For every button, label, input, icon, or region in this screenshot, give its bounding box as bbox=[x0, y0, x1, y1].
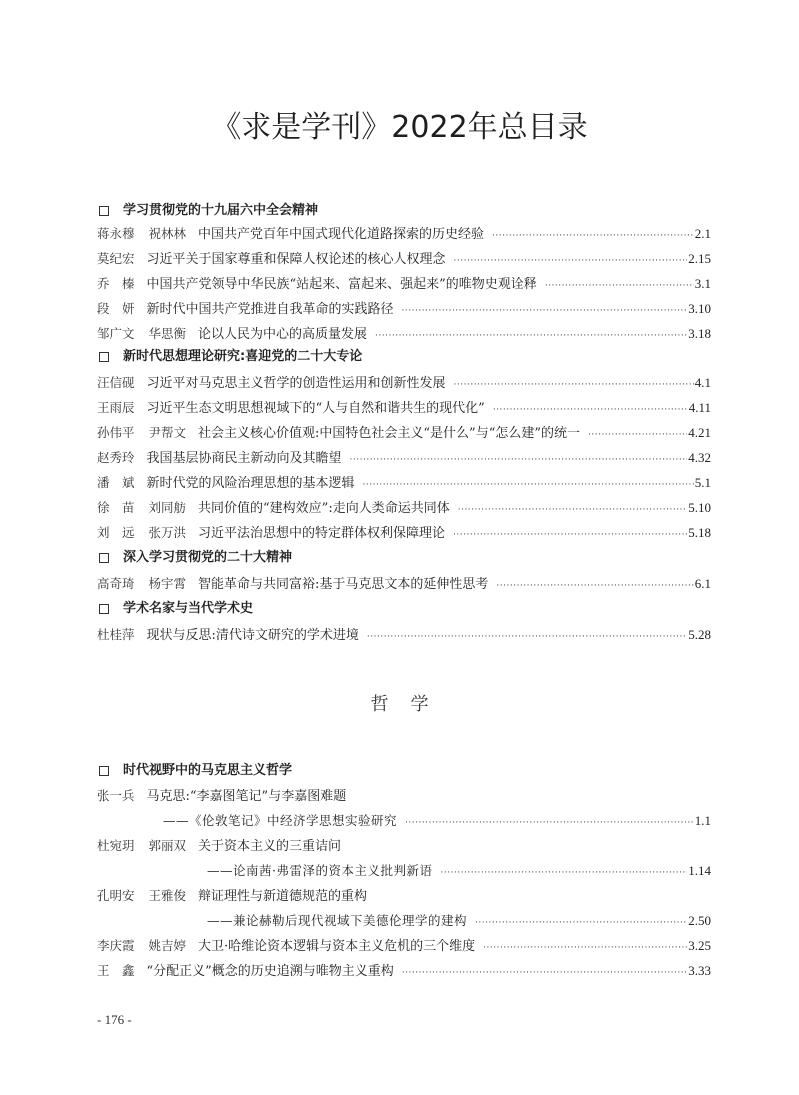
author: 张万洪 bbox=[148, 525, 187, 540]
dot-leader bbox=[545, 276, 694, 296]
article-title: 共同价值的“建构效应”:走向人类命运共同体 bbox=[198, 501, 450, 516]
author: 王雅俊 bbox=[148, 888, 187, 903]
dot-leader bbox=[350, 450, 688, 470]
author: 刘同舫 bbox=[148, 500, 187, 515]
author: 段 妍 bbox=[97, 301, 135, 316]
dot-leader bbox=[492, 226, 694, 246]
page-title: 《求是学刊》2022年总目录 bbox=[211, 110, 588, 145]
author: 杨宇霄 bbox=[148, 576, 187, 591]
article-title: 现状与反思:清代诗文研究的学术进境 bbox=[146, 628, 359, 643]
checkbox-square-icon bbox=[99, 206, 109, 216]
toc-entry bbox=[97, 473, 711, 493]
section-heading-text: 时代视野中的马克思主义哲学 bbox=[123, 763, 293, 778]
toc-entry bbox=[97, 274, 711, 294]
article-title: 习近平法治思想中的特定群体权利保障理论 bbox=[198, 526, 446, 541]
dot-leader bbox=[453, 525, 687, 545]
author: 尹帮文 bbox=[148, 425, 187, 440]
author: 汪信砚 bbox=[97, 375, 135, 390]
dot-leader bbox=[475, 913, 687, 933]
checkbox-square-icon bbox=[99, 553, 109, 563]
checkbox-square-icon bbox=[99, 352, 109, 362]
article-subtitle: ——论南茜·弗雷泽的资本主义批判新语 bbox=[207, 863, 433, 878]
author: 华思衡 bbox=[148, 326, 187, 341]
dot-leader bbox=[367, 627, 687, 647]
issue-page: 1.1 bbox=[694, 813, 711, 828]
author: 刘 远 bbox=[97, 525, 135, 540]
toc-entry bbox=[97, 886, 711, 906]
author: 李庆霞 bbox=[97, 938, 135, 953]
toc-entry bbox=[97, 574, 711, 594]
issue-page: 3.10 bbox=[688, 301, 711, 316]
author: 孙伟平 bbox=[97, 425, 135, 440]
toc-entry bbox=[97, 448, 711, 468]
toc-entry-subtitle bbox=[97, 811, 711, 831]
article-title: 中国共产党百年中国式现代化道路探索的历史经验 bbox=[198, 227, 485, 242]
dot-leader bbox=[440, 863, 687, 883]
article-title: 新时代中国共产党推进自我革命的实践路径 bbox=[146, 302, 394, 317]
dot-leader bbox=[454, 251, 688, 271]
author: 徐 苗 bbox=[97, 500, 135, 515]
author: 杜宛玥 bbox=[97, 838, 135, 853]
toc-entry bbox=[97, 249, 711, 269]
section-heading bbox=[97, 201, 711, 221]
issue-page: 4.11 bbox=[688, 400, 711, 415]
toc-entry bbox=[97, 324, 711, 344]
section-heading bbox=[97, 599, 711, 619]
dot-leader bbox=[458, 500, 688, 520]
checkbox-square-icon bbox=[99, 766, 109, 776]
issue-page: 5.28 bbox=[688, 627, 711, 642]
issue-page: 3.18 bbox=[688, 326, 711, 341]
toc-entry-subtitle bbox=[97, 911, 711, 931]
section-heading-text: 学术名家与当代学术史 bbox=[123, 601, 254, 616]
author: 姚吉婷 bbox=[148, 938, 187, 953]
article-title: 辩证理性与新道德规范的重构 bbox=[198, 889, 368, 904]
article-title: 习近平关于国家尊重和保障人权论述的核心人权理念 bbox=[146, 252, 446, 267]
issue-page: 3.25 bbox=[688, 938, 711, 953]
article-title: 社会主义核心价值观:中国特色社会主义“是什么”与“怎么建”的统一 bbox=[198, 426, 580, 441]
author: 郭丽双 bbox=[148, 838, 187, 853]
author: 潘 斌 bbox=[97, 475, 135, 490]
category-heading: 哲学 bbox=[370, 694, 451, 715]
dot-leader bbox=[493, 400, 688, 420]
dot-leader bbox=[363, 475, 694, 495]
article-title: 关于资本主义的三重诘问 bbox=[198, 839, 342, 854]
checkbox-square-icon bbox=[99, 604, 109, 614]
dot-leader bbox=[402, 963, 687, 983]
issue-page: 4.32 bbox=[688, 450, 711, 465]
dot-leader bbox=[496, 576, 693, 596]
article-title: 马克思:“李嘉图笔记”与李嘉图难题 bbox=[146, 789, 347, 804]
article-title: 习近平对马克思主义哲学的创造性运用和创新性发展 bbox=[146, 376, 446, 391]
author: 孔明安 bbox=[97, 888, 135, 903]
article-title: 大卫·哈维论资本逻辑与资本主义危机的三个维度 bbox=[198, 939, 476, 954]
issue-page: 2.15 bbox=[688, 251, 711, 266]
toc-entry bbox=[97, 625, 711, 645]
section-heading-text: 深入学习贯彻党的二十大精神 bbox=[123, 550, 293, 565]
section-heading-text: 学习贯彻党的十九届六中全会精神 bbox=[123, 203, 319, 218]
author: 高奇琦 bbox=[97, 576, 135, 591]
issue-page: 4.21 bbox=[688, 425, 711, 440]
issue-page: 4.1 bbox=[694, 375, 711, 390]
article-title: 智能革命与共同富裕:基于马克思文本的延伸性思考 bbox=[198, 577, 489, 592]
dot-leader bbox=[454, 375, 694, 395]
toc-entry bbox=[97, 373, 711, 393]
toc-entry bbox=[97, 423, 711, 443]
author: 乔 榛 bbox=[97, 276, 135, 291]
toc-entry bbox=[97, 498, 711, 518]
author: 莫纪宏 bbox=[97, 251, 135, 266]
article-title: 习近平生态文明思想视域下的“人与自然和谐共生的现代化” bbox=[146, 401, 485, 416]
issue-page: 2.50 bbox=[688, 913, 711, 928]
dot-leader bbox=[405, 813, 694, 833]
toc-entry-subtitle bbox=[97, 861, 711, 881]
author: 祝林林 bbox=[148, 226, 187, 241]
article-title: 新时代党的风险治理思想的基本逻辑 bbox=[146, 476, 355, 491]
section-heading bbox=[97, 761, 711, 781]
toc-entry bbox=[97, 398, 711, 418]
dot-leader bbox=[402, 301, 688, 321]
issue-page: 3.33 bbox=[688, 963, 711, 978]
article-title: 我国基层协商民主新动向及其瞻望 bbox=[146, 451, 342, 466]
toc-entry bbox=[97, 786, 711, 806]
toc-entry bbox=[97, 836, 711, 856]
dot-leader bbox=[375, 326, 687, 346]
issue-page: 5.10 bbox=[688, 500, 711, 515]
author: 张一兵 bbox=[97, 788, 135, 803]
author: 杜桂萍 bbox=[97, 627, 135, 642]
article-title: 中国共产党领导中华民族“站起来、富起来、强起来”的唯物史观诠释 bbox=[146, 277, 537, 292]
issue-page: 2.1 bbox=[694, 226, 711, 241]
section-heading-text: 新时代思想理论研究:喜迎党的二十大专论 bbox=[123, 349, 363, 364]
issue-page: 5.1 bbox=[694, 475, 711, 490]
author: 王雨辰 bbox=[97, 400, 135, 415]
article-title: “分配正义”概念的历史追溯与唯物主义重构 bbox=[146, 964, 394, 979]
author: 邹广文 bbox=[97, 326, 135, 341]
issue-page: 1.14 bbox=[688, 863, 711, 878]
toc-entry bbox=[97, 961, 711, 981]
issue-page: 5.18 bbox=[688, 525, 711, 540]
article-subtitle: ——兼论赫勒后现代视域下美德伦理学的建构 bbox=[207, 913, 468, 928]
dot-leader bbox=[483, 938, 687, 958]
toc-entry bbox=[97, 523, 711, 543]
author: 王 鑫 bbox=[97, 963, 135, 978]
author: 赵秀玲 bbox=[97, 450, 135, 465]
toc-entry bbox=[97, 299, 711, 319]
author: 蒋永穆 bbox=[97, 226, 135, 241]
dot-leader bbox=[588, 425, 687, 445]
section-heading bbox=[97, 347, 711, 367]
article-subtitle: ——《伦敦笔记》中经济学思想实验研究 bbox=[163, 813, 398, 828]
toc-entry bbox=[97, 936, 711, 956]
section-heading bbox=[97, 548, 711, 568]
toc-entry bbox=[97, 224, 711, 244]
issue-page: 6.1 bbox=[694, 576, 711, 591]
issue-page: 3.1 bbox=[694, 276, 711, 291]
page-number: - 176 - bbox=[97, 1012, 132, 1027]
article-title: 论以人民为中心的高质量发展 bbox=[198, 327, 368, 342]
